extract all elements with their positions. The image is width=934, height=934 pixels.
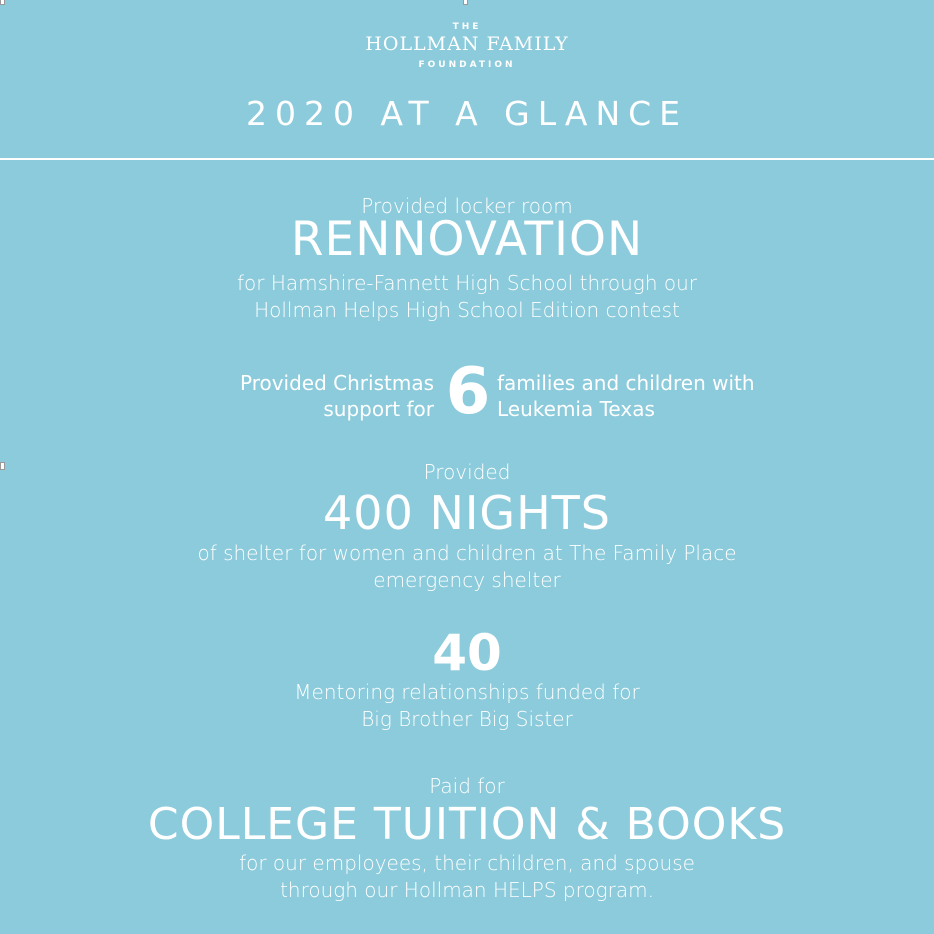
tuition-description bbox=[0, 850, 934, 904]
resize-handle-top-center[interactable] bbox=[463, 0, 468, 5]
renovation-desc-line1: for Hamshire-Fannett High School through our bbox=[237, 271, 697, 295]
shelter-desc-line2: emergency shelter bbox=[373, 568, 561, 592]
mentoring-number: 40 bbox=[432, 624, 502, 682]
tuition-highlight: COLLEGE TUITION & BOOKS bbox=[147, 799, 787, 850]
renovation-lead: Provided locker room bbox=[361, 194, 573, 218]
shelter-lead: Provided bbox=[423, 460, 511, 484]
tuition-desc-line1: for our employees, their children, and spouse bbox=[239, 851, 695, 875]
shelter-description bbox=[0, 540, 934, 594]
resize-handle-top-left[interactable] bbox=[0, 0, 5, 5]
christmas-right-line2: Leukemia Texas bbox=[497, 397, 655, 421]
mentoring-desc-line2: Big Brother Big Sister bbox=[361, 707, 573, 731]
christmas-left-line2: support for bbox=[323, 397, 434, 421]
tuition-desc-line2: through our Hollman HELPS program. bbox=[280, 878, 654, 902]
christmas-support-row bbox=[0, 355, 934, 429]
renovation-description bbox=[0, 270, 934, 324]
logo-foundation: FOUNDATION bbox=[418, 60, 516, 70]
christmas-left-line1: Provided Christmas bbox=[239, 371, 434, 395]
christmas-right-line1: families and children with bbox=[497, 371, 755, 395]
logo-name: HOLLMAN FAMILY bbox=[365, 33, 569, 55]
logo-the: THE bbox=[452, 22, 482, 32]
renovation-highlight: RENNOVATION bbox=[290, 212, 644, 267]
renovation-desc-line2: Hollman Helps High School Edition contest bbox=[254, 298, 680, 322]
christmas-support-right bbox=[497, 370, 755, 422]
mentoring-description bbox=[0, 679, 934, 733]
christmas-support-left bbox=[240, 370, 434, 422]
shelter-desc-line1: of shelter for women and children at The Family Place bbox=[197, 541, 737, 565]
page-title: 2020 AT A GLANCE bbox=[245, 94, 689, 133]
tuition-lead: Paid for bbox=[429, 774, 505, 798]
christmas-families-number: 6 bbox=[445, 355, 491, 429]
divider bbox=[0, 158, 934, 160]
shelter-highlight: 400 NIGHTS bbox=[323, 486, 611, 540]
mentoring-desc-line1: Mentoring relationships funded for bbox=[294, 680, 640, 704]
